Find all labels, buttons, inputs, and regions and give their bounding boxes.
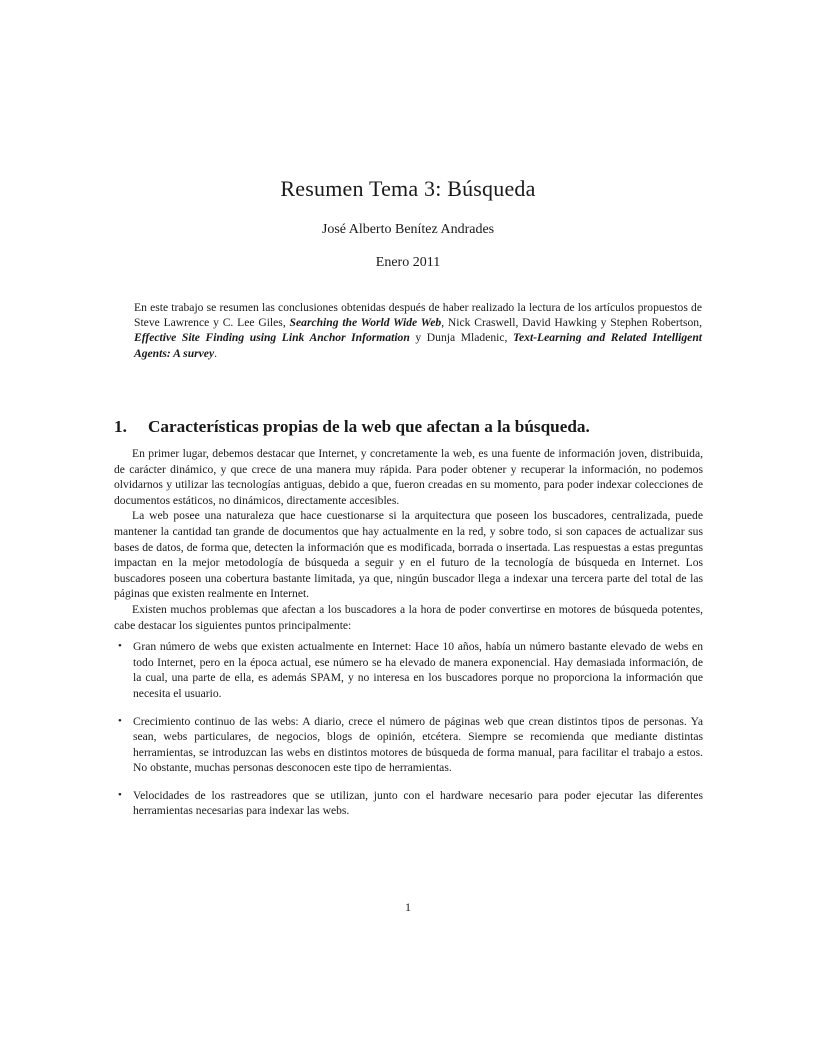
abstract-text: , Nick Craswell, David Hawking y Stephen Robertson, [441,316,702,330]
document-author: José Alberto Benítez Andrades [321,222,495,237]
reference-title: Effective Site Finding using Link Anchor Information [134,331,410,345]
abstract-text: . [214,346,217,360]
list-item [114,714,703,776]
document-title: Resumen Tema 3: Búsqueda [280,176,536,201]
section-body [114,446,703,831]
bullet-icon: • [118,714,122,727]
bullet-icon: • [118,788,122,801]
list-item [114,639,703,701]
section-number: 1. [114,417,127,436]
abstract-text: En este trabajo se resumen las conclusiones obtenidas después de haber realizado la lectura de los artículos propuestos de Steve Lawrence y C. Lee Giles, [134,301,702,330]
section-title: Características propias de la web que afectan a la búsqueda. [148,417,590,436]
list-item [114,788,703,819]
paragraph: La web posee una naturaleza que hace cuestionarse si la arquitectura que poseen los buscadores, centralizada, puede mantener la cantidad tan grande de documentos que hay actualmente en la red, y sobre todo, si son capaces de actualizar sus bases de datos, de forma que, detecten la información que es modificada, borrada o insertada. Las respuestas a estas preguntas impactan en la mejor metodología de búsqueda a seguir y en el futuro de la tecnología de búsqueda en Internet. Los buscadores poseen una cobertura bastante limitada, ya que, ningún buscador llega a indexar una tercera parte del total de las páginas que existen realmente en Internet. [114,509,703,601]
abstract-text: y Dunja Mladenic, [409,331,514,345]
reference-title: Text-Learning and Related Intelligent Agents: A survey [134,331,702,360]
list-item-text: Velocidades de los rastreadores que se utilizan, junto con el hardware necesario para poder ejecutar las diferentes herramientas necesarias para indexar las webs. [133,788,703,818]
abstract [134,300,702,361]
bullet-list [114,639,703,819]
page-number: 1 [405,900,411,914]
document-date: Enero 2011 [375,255,441,270]
section-heading [114,417,714,437]
bullet-icon: • [118,640,122,653]
list-item-text: Gran número de webs que existen actualmente en Internet: Hace 10 años, había un número bastante elevado de webs en todo Internet, pero en la época actual, ese número se ha elevado de manera exponencial. Hay demasiada información, de la cual, una parte de ella, es además SPAM, y no interesa en los buscadores porque no proporciona la información que necesita el usuario. [133,640,703,700]
list-item-text: Crecimiento continuo de las webs: A diario, crece el número de páginas web que crean distintos tipos de personas. Ya sean, webs particulares, de negocios, blogs de opinión, etcétera. Siempre se recomienda que mediante distintas herramientas, se introduzcan las webs en distintos motores de búsqueda de forma manual, para facilitar el trabajo a estos. No obstante, muchas personas desconocen este tipo de herramientas. [133,714,703,775]
paragraph: Existen muchos problemas que afectan a los buscadores a la hora de poder convertirse en motores de búsqueda potentes, cabe destacar los siguientes puntos principalmente: [114,602,703,632]
reference-title: Searching the World Wide Web [289,316,442,330]
paragraph: En primer lugar, debemos destacar que Internet, y concretamente la web, es una fuente de información joven, distribuida, de carácter dinámico, y que crece de una manera muy rápida. Para poder obtener y recuperar la información, no podemos olvidarnos y utilizar las tecnologías antiguas, debido a que, fueron creadas en su momento, para poder indexar colecciones de documentos estáticos, no dinámicos, directamente accesibles. [114,447,703,507]
